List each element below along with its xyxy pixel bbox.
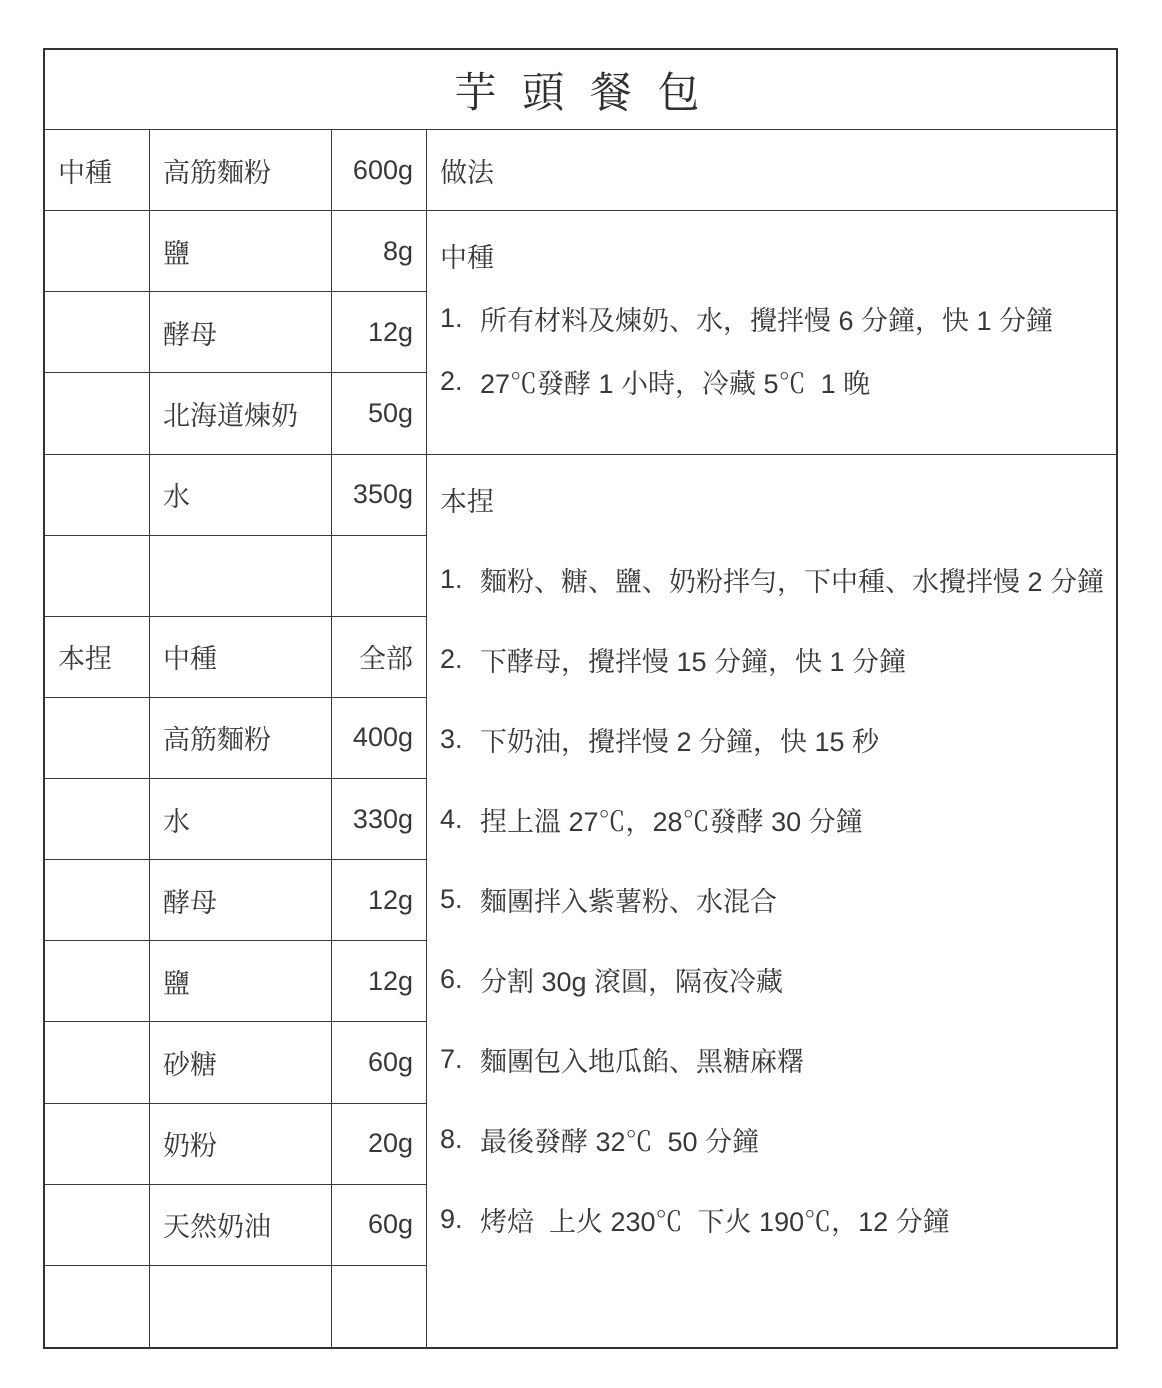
step-number: 1.	[440, 564, 463, 595]
step-line	[427, 700, 1116, 780]
step-text: 27℃發酵 1 小時，冷藏 5℃ 1 晚	[480, 369, 871, 400]
step-line	[427, 1020, 1116, 1100]
step-line	[427, 620, 1116, 700]
step-line	[427, 1100, 1116, 1180]
step-line	[427, 540, 1116, 620]
step-number: 9.	[440, 1204, 463, 1235]
ingredient-amount-cell: 350g	[332, 455, 427, 536]
step-line	[427, 780, 1116, 860]
step-text: 麵粉、糖、鹽、奶粉拌勻，下中種、水攪拌慢 2 分鐘	[480, 567, 1105, 598]
ingredient-amount-cell	[332, 1266, 427, 1347]
ingredient-amount-cell: 60g	[332, 1185, 427, 1266]
step-text: 麵團包入地瓜餡、黑糖麻糬	[480, 1047, 804, 1078]
ingredient-name-cell: 北海道煉奶	[150, 373, 332, 454]
ingredient-amount-cell: 8g	[332, 211, 427, 292]
step-text: 分割 30g 滾圓，隔夜冷藏	[480, 967, 784, 998]
ingredient-amount-cell: 20g	[332, 1104, 427, 1185]
ingredient-amount-cell: 330g	[332, 779, 427, 860]
recipe-title: 芋 頭 餐 包	[45, 50, 1116, 130]
ingredient-name-cell: 砂糖	[150, 1022, 332, 1103]
ingredient-name-cell: 鹽	[150, 211, 332, 292]
method-section-sponge	[427, 211, 1116, 454]
ingredient-name-cell	[150, 1266, 332, 1347]
ingredient-name-cell: 奶粉	[150, 1104, 332, 1185]
ingredient-name-cell: 高筋麵粉	[150, 698, 332, 779]
ingredient-name-cell: 高筋麵粉	[150, 130, 332, 211]
ingredient-name-cell: 鹽	[150, 941, 332, 1022]
step-number: 7.	[440, 1044, 463, 1075]
ingredient-name-cell: 酵母	[150, 292, 332, 373]
ingredient-amount-cell: 600g	[332, 130, 427, 211]
ingredient-category-cell	[45, 941, 150, 1022]
ingredient-amount-cell: 12g	[332, 292, 427, 373]
step-number: 5.	[440, 884, 463, 915]
ingredient-category-cell: 中種	[45, 130, 150, 211]
step-number: 8.	[440, 1124, 463, 1155]
ingredient-category-cell	[45, 455, 150, 536]
step-line	[427, 940, 1116, 1020]
ingredient-amount-cell: 60g	[332, 1022, 427, 1103]
step-text: 麵團拌入紫薯粉、水混合	[480, 887, 777, 918]
step-line	[427, 1180, 1116, 1260]
ingredient-amount-cell: 400g	[332, 698, 427, 779]
ingredient-category-cell	[45, 1104, 150, 1185]
method-section-main	[427, 455, 1116, 1347]
ingredient-category-cell	[45, 211, 150, 292]
step-number: 3.	[440, 724, 463, 755]
ingredient-name-cell	[150, 536, 332, 617]
ingredient-name-cell: 水	[150, 455, 332, 536]
recipe-table	[43, 48, 1118, 1349]
section-title: 中種	[440, 243, 494, 274]
step-text: 所有材料及煉奶、水，攪拌慢 6 分鐘，快 1 分鐘	[480, 306, 1054, 337]
step-number: 6.	[440, 964, 463, 995]
ingredient-category-cell	[45, 536, 150, 617]
ingredient-amount-cell	[332, 536, 427, 617]
ingredient-name-cell: 水	[150, 779, 332, 860]
ingredient-category-cell	[45, 1022, 150, 1103]
section-title: 本捏	[440, 487, 494, 518]
step-text: 最後發酵 32℃ 50 分鐘	[480, 1127, 760, 1158]
step-text: 烤焙 上火 230℃ 下火 190℃，12 分鐘	[480, 1207, 950, 1238]
ingredient-name-cell: 天然奶油	[150, 1185, 332, 1266]
step-number: 4.	[440, 804, 463, 835]
step-text: 下奶油，攪拌慢 2 分鐘，快 15 秒	[480, 727, 880, 758]
step-line	[427, 350, 1116, 413]
ingredient-amount-cell: 12g	[332, 860, 427, 941]
ingredient-amount-cell: 全部	[332, 617, 427, 698]
ingredient-name-cell: 酵母	[150, 860, 332, 941]
ingredient-category-cell	[45, 292, 150, 373]
ingredient-category-cell	[45, 698, 150, 779]
step-number: 1.	[440, 303, 463, 334]
step-number: 2.	[440, 366, 463, 397]
ingredient-name-cell: 中種	[150, 617, 332, 698]
step-line	[427, 287, 1116, 350]
step-text: 下酵母，攪拌慢 15 分鐘，快 1 分鐘	[480, 647, 907, 678]
ingredient-category-cell	[45, 373, 150, 454]
ingredient-category-cell	[45, 1185, 150, 1266]
ingredient-category-cell	[45, 1266, 150, 1347]
step-number: 2.	[440, 644, 463, 675]
ingredient-category-cell: 本捏	[45, 617, 150, 698]
ingredient-category-cell	[45, 860, 150, 941]
ingredient-category-cell	[45, 779, 150, 860]
step-line	[427, 860, 1116, 940]
method-header: 做法	[427, 130, 1116, 211]
step-text: 捏上溫 27℃，28℃發酵 30 分鐘	[480, 807, 863, 838]
ingredient-amount-cell: 12g	[332, 941, 427, 1022]
ingredient-amount-cell: 50g	[332, 373, 427, 454]
